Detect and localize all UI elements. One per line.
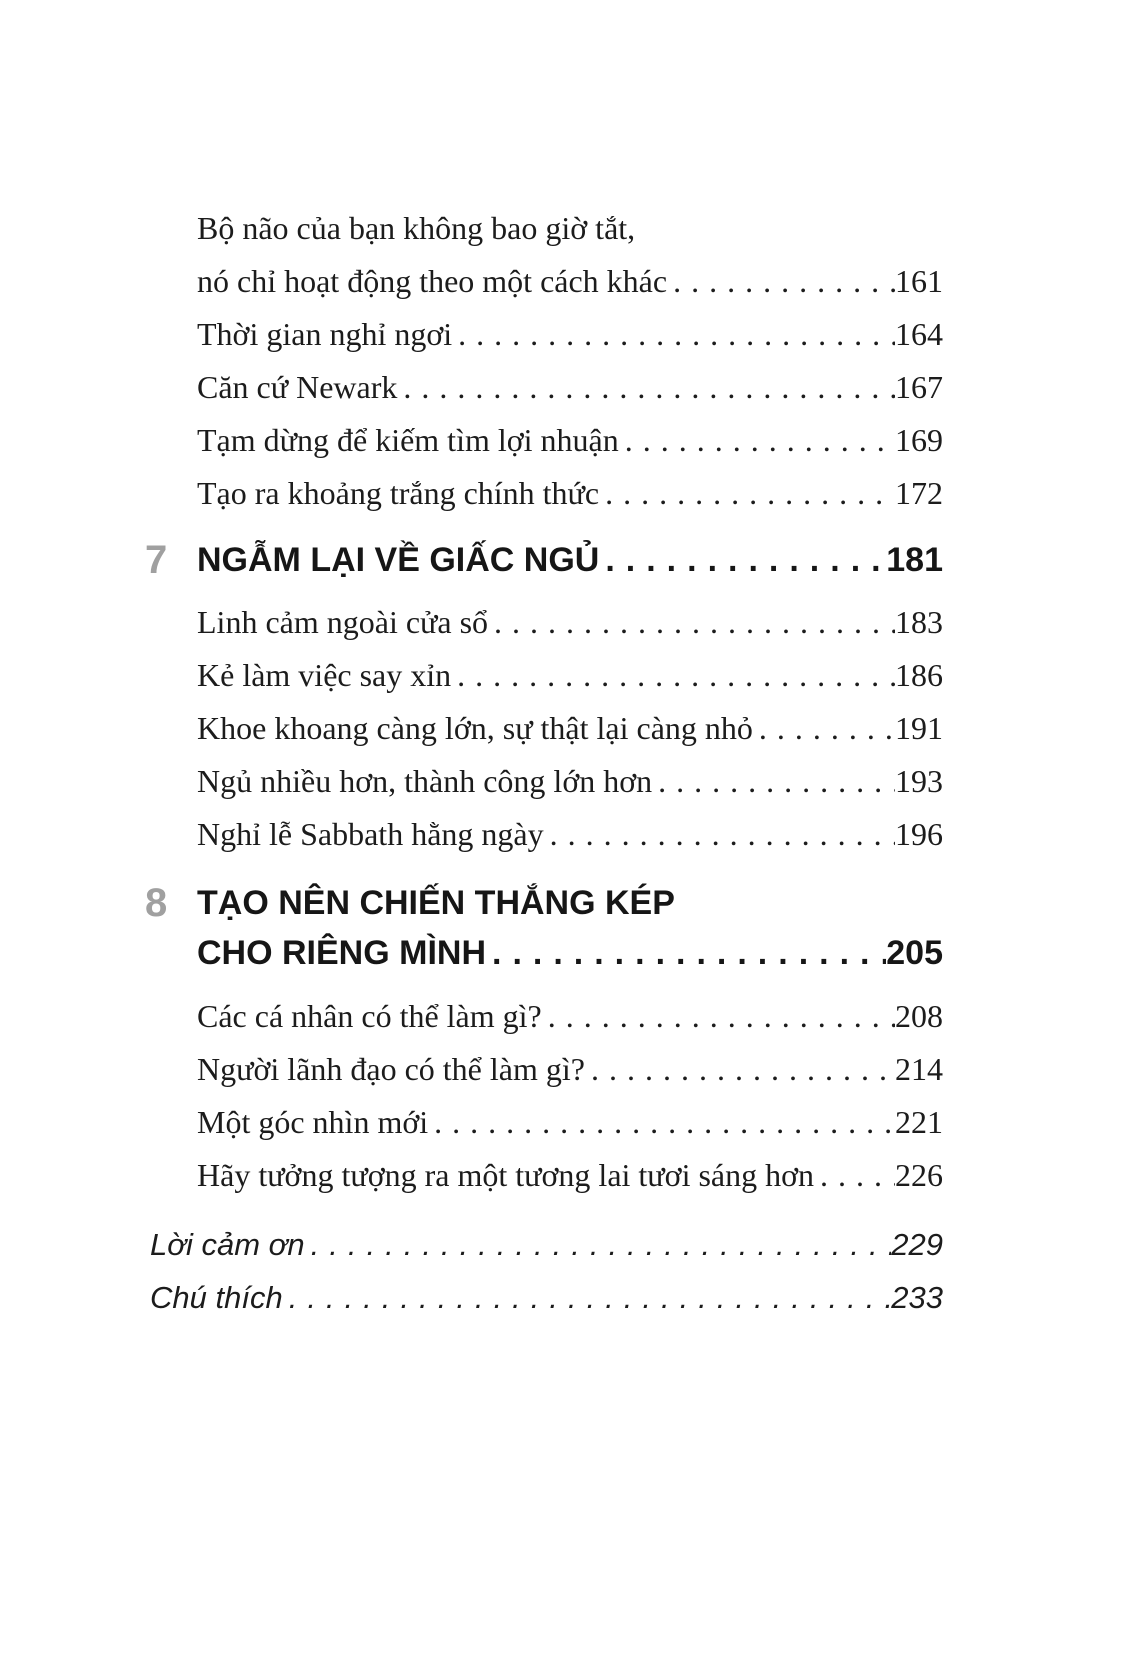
page-number: 181 (886, 541, 943, 579)
page-number: 186 (895, 657, 943, 693)
page-number: 221 (895, 1104, 943, 1140)
page-number: 167 (895, 369, 943, 405)
chapter-title-line (145, 881, 943, 925)
page-number: 172 (895, 475, 943, 511)
dot-leader (488, 602, 895, 642)
dot-leader (753, 708, 895, 748)
entry-title: Căn cứ Newark (197, 369, 398, 405)
entry-title: Khoe khoang càng lớn, sự thật lại càng nhỏ (197, 710, 753, 746)
page-number: 233 (891, 1280, 943, 1315)
toc-entry (197, 996, 943, 1036)
page-number: 196 (895, 816, 943, 852)
page-number: 161 (895, 263, 943, 299)
dot-leader (585, 1049, 895, 1089)
page-number: 205 (886, 934, 943, 972)
entry-title: Thời gian nghỉ ngơi (197, 316, 453, 352)
dot-leader (599, 540, 886, 580)
toc-entry (197, 208, 943, 248)
entry-title: Các cá nhân có thể làm gì? (197, 998, 542, 1034)
dot-leader (542, 996, 895, 1036)
dot-leader (305, 1225, 892, 1265)
chapter-title: CHO RIÊNG MÌNH (197, 934, 486, 972)
entry-title: Linh cảm ngoài cửa sổ (197, 604, 489, 640)
toc-entry (197, 708, 943, 748)
toc-entry (197, 761, 943, 801)
toc-entry (197, 1049, 943, 1089)
toc-back-matter-entry (150, 1278, 943, 1318)
page-number: 229 (891, 1227, 943, 1262)
page-number: 208 (895, 998, 943, 1034)
dot-leader (619, 420, 895, 460)
page-number: 183 (895, 604, 943, 640)
entry-title: Tạo ra khoảng trắng chính thức (197, 475, 600, 511)
toc-entry (197, 655, 943, 695)
entry-title: nó chỉ hoạt động theo một cách khác (197, 263, 668, 299)
toc-back-matter-entry (150, 1225, 943, 1265)
toc-chapter-heading (145, 538, 943, 582)
entry-title: Chú thích (150, 1280, 283, 1315)
dot-leader (544, 814, 895, 854)
toc-chapter-heading (145, 881, 943, 973)
entry-title: Bộ não của bạn không bao giờ tắt, (197, 210, 636, 246)
page-number: 191 (895, 710, 943, 746)
entry-title: Hãy tưởng tượng ra một tương lai tươi sáng hơn (197, 1157, 815, 1193)
entry-title: Nghỉ lễ Sabbath hằng ngày (197, 816, 544, 852)
table-of-contents (145, 208, 943, 1331)
chapter-title: NGẪM LẠI VỀ GIẤC NGỦ (197, 541, 600, 579)
page-number: 226 (895, 1157, 943, 1193)
dot-leader (667, 261, 895, 301)
dot-leader (452, 314, 895, 354)
page-number: 169 (895, 422, 943, 458)
dot-leader (283, 1278, 892, 1318)
entry-title: Kẻ làm việc say xỉn (197, 657, 452, 693)
dot-leader (486, 933, 886, 973)
toc-entry (197, 814, 943, 854)
entry-title: Ngủ nhiều hơn, thành công lớn hơn (197, 763, 653, 799)
dot-leader (599, 473, 895, 513)
dot-leader (451, 655, 895, 695)
chapter-number: 7 (145, 538, 168, 582)
entry-title: Một góc nhìn mới (197, 1104, 429, 1140)
toc-entry (197, 602, 943, 642)
toc-entry (197, 420, 943, 460)
entry-title: Người lãnh đạo có thể làm gì? (197, 1051, 585, 1087)
toc-entry (197, 1102, 943, 1142)
dot-leader (652, 761, 895, 801)
chapter-title: TẠO NÊN CHIẾN THẮNG KÉP (197, 884, 675, 922)
entry-title: Tạm dừng để kiếm tìm lợi nhuận (197, 422, 619, 458)
toc-entry (197, 1155, 943, 1195)
toc-entry (197, 473, 943, 513)
toc-entry (197, 367, 943, 407)
dot-leader (428, 1102, 895, 1142)
entry-title: Lời cảm ơn (150, 1227, 305, 1262)
chapter-title-line (197, 933, 943, 973)
dot-leader (397, 367, 895, 407)
chapter-number: 8 (145, 881, 168, 925)
toc-entry (197, 314, 943, 354)
page-number: 214 (895, 1051, 943, 1087)
page-number: 164 (895, 316, 943, 352)
dot-leader (814, 1155, 895, 1195)
page-number: 193 (895, 763, 943, 799)
toc-entry (197, 261, 943, 301)
